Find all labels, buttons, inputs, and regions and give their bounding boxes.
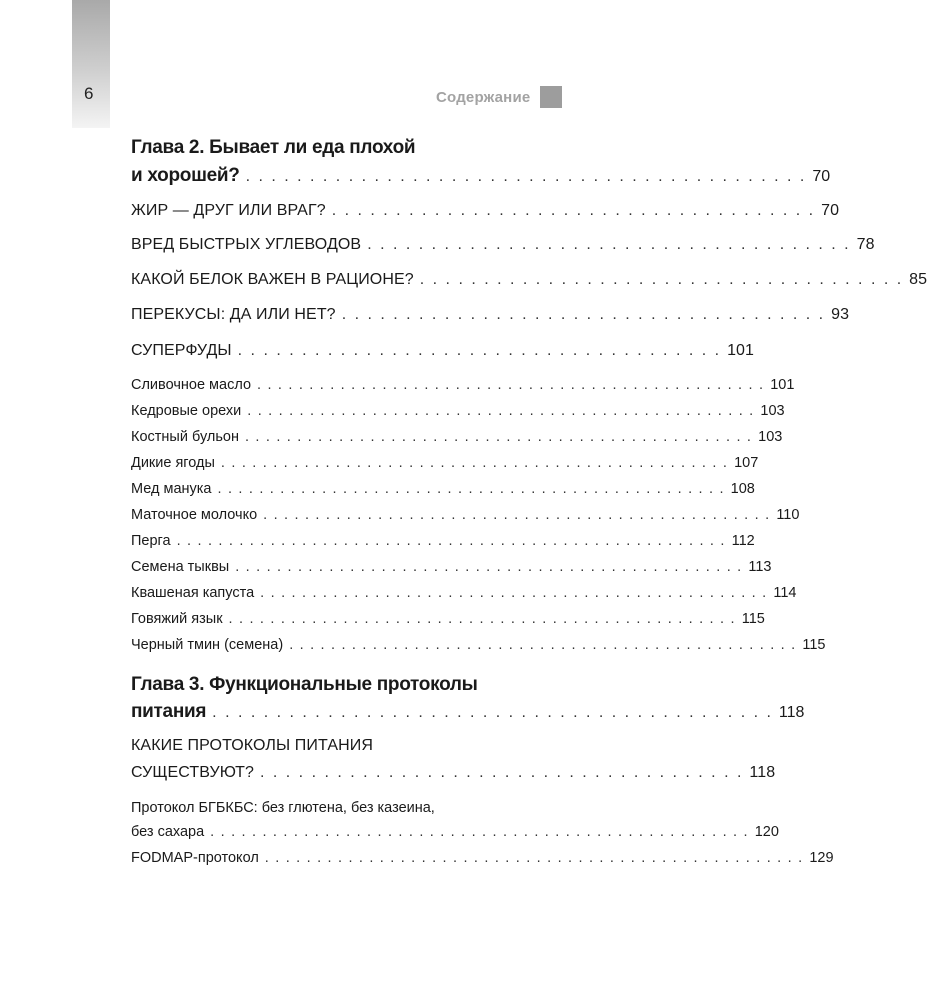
toc-sub-entry[interactable] [131,559,772,575]
leader-dots: . . . . . . . . . . . . . . . . . . . . . . . . . . . . . . . . . . . . . . . . . . . . . . . . . . . . [210,824,749,840]
side-gradient-bar [72,0,110,128]
toc-sub-entry[interactable] [131,377,795,393]
toc-sub-label: Дикие ягоды [131,455,215,471]
chapter-2-page: 70 [812,168,831,185]
toc-sub-page: 114 [773,585,797,601]
toc-section-page: 85 [909,271,927,288]
toc-sub-page: 112 [731,533,755,549]
page-number: 6 [84,84,94,103]
toc-sub-entry[interactable] [131,403,785,419]
toc-sub-label: Перга [131,533,171,549]
chapter-2-title-line2: и хорошей? [131,165,240,186]
toc-sub-entry[interactable] [131,533,755,549]
toc-sub-label: Костный бульон [131,429,239,445]
toc-sub-label: Говяжий язык [131,611,223,627]
leader-dots: . . . . . . . . . . . . . . . . . . . . . . . . . . . . . . . . . . . . . . . . . . . . . . . . . [235,559,743,575]
toc-section-label: ВРЕД БЫСТРЫХ УГЛЕВОДОВ [131,236,362,253]
leader-dots: . . . . . . . . . . . . . . . . . . . . . . . . . . . . . . . . . . . . . . [419,271,904,288]
toc-sub-page: 115 [802,637,826,653]
leader-dots: . . . . . . . . . . . . . . . . . . . . . . . . . . . . . . . . . . . . . . [367,236,851,253]
leader-dots: . . . . . . . . . . . . . . . . . . . . . . . . . . . . . . . . . . . . . . . . . . . . . . . . . [228,611,736,627]
toc-section-entry[interactable] [131,764,776,782]
leader-dots: . . . . . . . . . . . . . . . . . . . . . . . . . . . . . . . . . . . . . . . . . . . . . . . . . [263,507,771,523]
toc-sub-page: 107 [734,455,759,471]
toc-section-entry[interactable] [131,342,755,360]
leader-dots: . . . . . . . . . . . . . . . . . . . . . . . . . . . . . . . . . . . . . . . . . . . . . . . . . . . . . [176,533,726,549]
leader-dots: . . . . . . . . . . . . . . . . . . . . . . . . . . . . . . . . . . . . . . [331,202,816,219]
chapter-3-page: 118 [778,704,805,721]
toc-section-page: 70 [821,202,840,219]
running-header [436,84,562,110]
toc-sub-entry[interactable] [131,481,755,497]
leader-dots: . . . . . . . . . . . . . . . . . . . . . . . . . . . . . . . . . . . . . . . . . . . . [245,168,807,185]
toc-section-page: 78 [856,236,875,253]
toc-sub-label: Кедровые орехи [131,403,242,419]
toc-sub-label: FODMAP-протокол [131,850,259,866]
running-header-label: Содержание [436,88,531,106]
toc-sub-entry[interactable] [131,824,779,840]
leader-dots: . . . . . . . . . . . . . . . . . . . . . . . . . . . . . . . . . . . . . . [341,306,826,323]
toc-sub-label-line1: Протокол БГБКБС: без глютена, без казеина, [131,800,435,816]
toc-sub-entry[interactable] [131,455,759,471]
toc-sub-label: Черный тмин (семена) [131,637,284,653]
header-square-mark [540,86,562,108]
toc-sub-label: Мед манука [131,481,212,497]
toc-sub-page: 108 [730,481,755,497]
toc-sub-page: 113 [748,559,772,575]
toc-sub-label: Маточное молочко [131,507,258,523]
toc-sub-page: 129 [809,850,834,866]
toc-sub-label: Семена тыквы [131,559,230,575]
leader-dots: . . . . . . . . . . . . . . . . . . . . . . . . . . . . . . . . . . . . . . . . . . . . . . . . . [260,585,768,601]
toc-section-label: СУПЕРФУДЫ [131,342,232,359]
leader-dots: . . . . . . . . . . . . . . . . . . . . . . . . . . . . . . . . . . . . . . . . . . . . . . . . . [289,637,797,653]
toc-sub-page: 115 [741,611,765,627]
toc-section-label: ПЕРЕКУСЫ: ДА ИЛИ НЕТ? [131,306,336,323]
toc-section-entry[interactable] [131,271,927,289]
leader-dots: . . . . . . . . . . . . . . . . . . . . . . . . . . . . . . . . . . . . . . [237,342,722,359]
toc-section-label: КАКОЙ БЕЛОК ВАЖЕН В РАЦИОНЕ? [131,271,414,288]
leader-dots: . . . . . . . . . . . . . . . . . . . . . . . . . . . . . . . . . . . . . . . . . . . . [212,704,773,721]
leader-dots: . . . . . . . . . . . . . . . . . . . . . . . . . . . . . . . . . . . . . . . . . . . . . . . . . [244,429,753,445]
toc-sub-entry[interactable] [131,429,783,445]
toc-sub-page: 120 [754,824,779,840]
toc-sub-entry[interactable] [131,850,834,866]
toc-sub-page: 103 [758,429,783,445]
leader-dots: . . . . . . . . . . . . . . . . . . . . . . . . . . . . . . . . . . . . . . . . . . . . . . . . . [247,403,755,419]
chapter-3-title-line1: Глава 3. Функциональные протоколы [131,674,478,695]
toc-sub-entry[interactable] [131,507,800,523]
toc-section-page: 101 [727,342,755,359]
toc-sub-entry[interactable] [131,611,765,627]
toc-section-label: ЖИР — ДРУГ ИЛИ ВРАГ? [131,202,326,219]
toc-section-label-line2: СУЩЕСТВУЮТ? [131,764,254,781]
toc-section-entry[interactable] [131,306,850,324]
toc-sub-entry[interactable] [131,637,826,653]
toc-section-entry[interactable] [131,202,840,220]
toc-sub-label: Сливочное масло [131,377,252,393]
toc-section-page: 118 [749,764,776,781]
leader-dots: . . . . . . . . . . . . . . . . . . . . . . . . . . . . . . . . . . . . . . . . . . . . . . . . . [257,377,765,393]
toc-section-label-line1: КАКИЕ ПРОТОКОЛЫ ПИТАНИЯ [131,737,374,754]
toc-section-page: 93 [831,306,850,323]
leader-dots: . . . . . . . . . . . . . . . . . . . . . . . . . . . . . . . . . . . . . . . . . . . . . . . . . [220,455,729,471]
toc-sub-page: 110 [776,507,800,523]
chapter-2-entry[interactable] [131,165,831,187]
chapter-2-title-line1: Глава 2. Бывает ли еда плохой [131,137,416,158]
leader-dots: . . . . . . . . . . . . . . . . . . . . . . . . . . . . . . . . . . . . . . . . . . . . . . . . . . . . [264,850,804,866]
leader-dots: . . . . . . . . . . . . . . . . . . . . . . . . . . . . . . . . . . . . . . [260,764,744,781]
toc-sub-page: 103 [760,403,785,419]
leader-dots: . . . . . . . . . . . . . . . . . . . . . . . . . . . . . . . . . . . . . . . . . . . . . . . . . [217,481,725,497]
toc-sub-label-line2: без сахара [131,824,205,840]
toc-sub-label: Квашеная капуста [131,585,255,601]
chapter-3-entry[interactable] [131,701,805,723]
toc-sub-entry[interactable] [131,585,797,601]
toc-section-entry[interactable] [131,236,875,254]
chapter-3-title-line2: питания [131,701,207,722]
toc-sub-page: 101 [770,377,795,393]
